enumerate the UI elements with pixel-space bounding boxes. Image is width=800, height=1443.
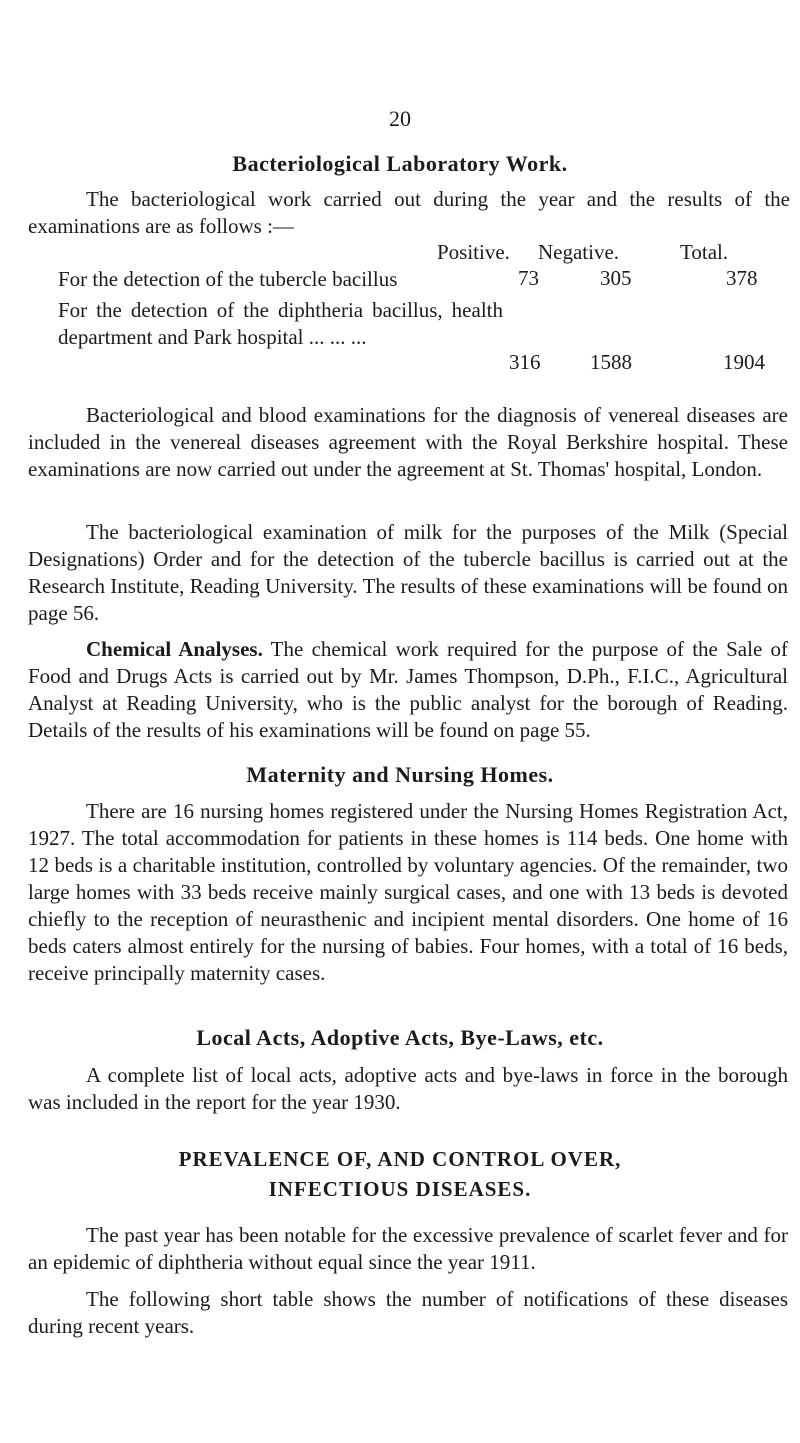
prevalence-text-2: The following short table shows the number of notifications of these diseases during recent years.: [28, 1287, 788, 1338]
local-acts-paragraph: [28, 1062, 788, 1116]
chemical-text: The chemical work required for the purpose of the Sale of Food and Drugs Acts is carried out by Mr. James Thompson, D.Ph., F.I.C., Agricultural Analyst at Reading University, who is the public analyst for the borough of Reading. Details of the results of his examinations will be found on page 55.: [28, 637, 788, 742]
prevalence-heading-line1: PREVALENCE OF, AND CONTROL OVER,: [178, 1147, 622, 1171]
row-diphtheria-negative: 1588: [590, 350, 632, 374]
chemical-heading: Chemical Analyses.: [86, 637, 263, 661]
row-tubercle-total: 378: [726, 266, 758, 290]
maternity-paragraph: [28, 798, 788, 987]
venereal-text: Bacteriological and blood examinations for the diagnosis of venereal diseases are included in the venereal diseases agreement with the Royal Berkshire hospital. These examinations are now carried out under the agreement at St. Thomas' hospital, London.: [28, 403, 788, 481]
prevalence-heading-line2: INFECTIOUS DISEASES.: [268, 1177, 532, 1201]
row-tubercle-positive: 73: [518, 266, 539, 290]
row-tubercle-label: For the detection of the tubercle bacillus: [58, 267, 398, 291]
intro-text: The bacteriological work carried out during the year and the results of the examinations are as follows :—: [28, 187, 790, 238]
row-diphtheria-total: 1904: [723, 350, 765, 374]
local-acts-text: A complete list of local acts, adoptive acts and bye-laws in force in the borough was included in the report for the year 1930.: [28, 1063, 788, 1114]
prevalence-paragraph-2: [28, 1286, 788, 1340]
col-total: Total.: [680, 240, 729, 264]
prevalence-paragraph-1: [28, 1222, 788, 1276]
venereal-paragraph: [28, 402, 788, 483]
row-diphtheria-label: For the detection of the diphtheria bacillus, health department and Park hospital ... ... ...: [58, 298, 503, 349]
maternity-text: There are 16 nursing homes registered under the Nursing Homes Registration Act, 1927. The total accommodation for patients in these homes is 114 beds. One home with 12 beds is a charitable institution, controlled by voluntary agencies. Of the remainder, two large homes with 33 beds receive mainly surgical cases, and one with 13 beds is devoted chiefly to the reception of neurasthenic and incipient mental disorders. One home of 16 beds caters almost entirely for the nursing of babies. Four homes, with a total of 16 beds, receive principally maternity cases.: [28, 799, 788, 985]
local-acts-heading: Local Acts, Adoptive Acts, Bye-Laws, etc.: [196, 1025, 604, 1050]
chemical-paragraph: [28, 636, 788, 744]
maternity-heading: Maternity and Nursing Homes.: [246, 762, 554, 787]
bacteriological-intro: [28, 186, 790, 240]
bacteriological-heading: Bacteriological Laboratory Work.: [232, 151, 568, 176]
prevalence-text-1: The past year has been notable for the excessive prevalence of scarlet fever and for an epidemic of diphtheria without equal since the year 1911.: [28, 1223, 788, 1274]
row-diphtheria-positive: 316: [509, 350, 541, 374]
milk-text: The bacteriological examination of milk for the purposes of the Milk (Special Designations) Order and for the detection of the tubercle bacillus is carried out at the Research Institute, Reading University. The results of these examinations will be found on page 56.: [28, 520, 788, 625]
page-number: 20: [389, 106, 411, 131]
col-positive: Positive.: [437, 240, 510, 264]
row-tubercle-negative: 305: [600, 266, 632, 290]
milk-paragraph: [28, 519, 788, 627]
col-negative: Negative.: [538, 240, 620, 264]
